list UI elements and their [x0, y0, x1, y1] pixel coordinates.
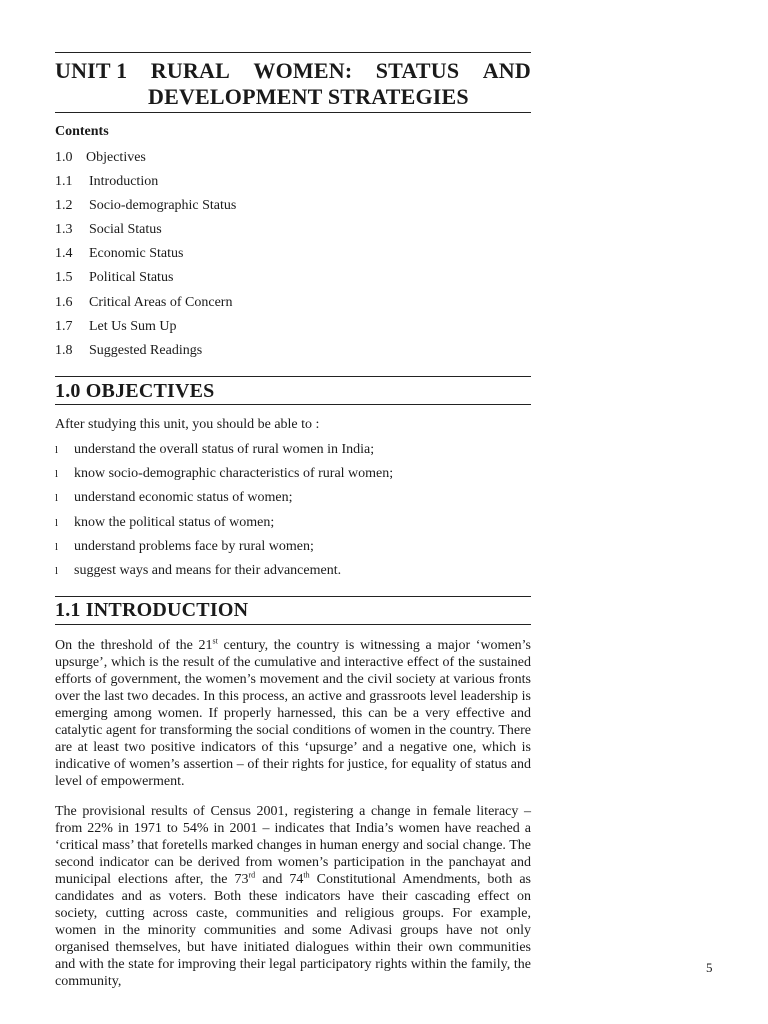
- objective-item: [55, 538, 393, 562]
- objective-text: understand problems face by rural women;: [74, 538, 314, 554]
- unit-title-word: UNIT 1: [55, 58, 128, 83]
- toc-item-number: 1.3: [55, 222, 73, 238]
- objective-text: know the political status of women;: [74, 514, 275, 530]
- toc-item-label: Introduction: [89, 174, 159, 190]
- toc-item[interactable]: [55, 294, 236, 318]
- unit-title-word: AND: [482, 58, 531, 83]
- toc-item-label: Political Status: [89, 270, 174, 286]
- objectives-intro: After studying this unit, you should be able to :: [55, 417, 320, 432]
- toc-item-label: Let Us Sum Up: [89, 318, 177, 334]
- unit-title-line2: DEVELOPMENT STRATEGIES: [148, 84, 469, 109]
- toc-item[interactable]: [55, 149, 236, 173]
- unit-title-word: STATUS: [375, 58, 460, 83]
- bullet-icon: l: [55, 564, 59, 577]
- objectives-list: [55, 441, 393, 586]
- toc-item-number: 1.8: [55, 342, 73, 358]
- objective-item: [55, 514, 393, 538]
- introduction-paragraph-2: The provisional results of Census 2001, registering a change in female literacy – from 22% in 1971 to 54% in 2001 – indicates that India’s women have reached a ‘critical mass’ that foretells marked changes in human energy and social change. The second indicator can be derived from women’s participation in the panchayat and municipal elections after, the 73rd and 74th Constitutional Amendments, both as candidates and as voters. Both these indicators have their cascading effect on society, cutting across caste, communities and religious groups. For example, women in the minority communities and some Adivasi groups have not only organised themselves, but have initiated dialogues within their own communities and with the state for improving their legal participatory rights within the family, the community,: [55, 804, 531, 989]
- toc-item[interactable]: [55, 197, 236, 221]
- objective-item: [55, 489, 393, 513]
- unit-title: [55, 58, 531, 110]
- toc-item-number: 1.7: [55, 318, 73, 334]
- objective-item: [55, 465, 393, 489]
- table-of-contents: [55, 149, 236, 366]
- objective-text: understand the overall status of rural women in India;: [74, 442, 375, 457]
- toc-item[interactable]: [55, 221, 236, 245]
- introduction-paragraph-1: On the threshold of the 21st century, the country is witnessing a major ‘women’s upsurge’, which is the result of the cumulative and interactive effect of the sustained efforts of government, the women’s movement and the civil society at various fronts over the last two decades. In this process, an active and grassroots level leadership is emerging among women. If properly harnessed, this can be a very effective and catalytic agent for transforming the social conditions of women in the country. There are at least two positive indicators of this ‘upsurge’ and a negative one, which is indicative of women’s assertion – of their rights for justice, for equality of status and level of empowerment.: [55, 636, 532, 789]
- toc-item-label: Suggested Readings: [89, 342, 203, 358]
- bullet-icon: l: [55, 468, 59, 481]
- toc-item-number: 1.0: [55, 150, 73, 165]
- bullet-icon: l: [55, 516, 59, 529]
- bullet-icon: l: [55, 492, 59, 505]
- toc-item-number: 1.1: [55, 174, 73, 190]
- objective-text: suggest ways and means for their advancement.: [74, 562, 342, 578]
- page-number: 5: [706, 960, 713, 975]
- toc-item-number: 1.2: [55, 198, 73, 214]
- toc-item-label: Objectives: [86, 150, 146, 165]
- introduction-top-rule: [55, 596, 531, 597]
- bullet-icon: l: [55, 540, 59, 553]
- introduction-bottom-rule: [55, 624, 531, 625]
- objective-text: know socio-demographic characteristics of rural women;: [74, 466, 394, 482]
- unit-title-line1: [55, 58, 531, 84]
- unit-title-word: RURAL: [150, 58, 230, 83]
- toc-item-number: 1.5: [55, 270, 73, 286]
- toc-item-label: Socio-demographic Status: [89, 198, 237, 214]
- title-top-rule: [55, 52, 531, 53]
- objectives-bottom-rule: [55, 404, 531, 405]
- toc-item[interactable]: [55, 318, 236, 342]
- objective-item: [55, 441, 393, 465]
- bullet-icon: l: [55, 444, 59, 456]
- contents-heading: Contents: [55, 124, 109, 139]
- toc-item[interactable]: [55, 269, 236, 293]
- toc-item-label: Critical Areas of Concern: [89, 294, 233, 310]
- toc-item-number: 1.6: [55, 294, 73, 310]
- toc-item-label: Economic Status: [89, 246, 184, 262]
- unit-title-word: WOMEN:: [253, 58, 353, 83]
- title-bottom-rule: [55, 112, 531, 113]
- toc-item-label: Social Status: [89, 222, 162, 238]
- objectives-top-rule: [55, 376, 531, 377]
- introduction-heading: 1.1 INTRODUCTION: [55, 599, 249, 621]
- objectives-heading: 1.0 OBJECTIVES: [55, 380, 215, 402]
- objective-text: understand economic status of women;: [74, 490, 293, 506]
- toc-item[interactable]: [55, 342, 236, 366]
- objective-item: [55, 562, 393, 586]
- toc-item[interactable]: [55, 173, 236, 197]
- toc-item[interactable]: [55, 245, 236, 269]
- toc-item-number: 1.4: [55, 246, 73, 262]
